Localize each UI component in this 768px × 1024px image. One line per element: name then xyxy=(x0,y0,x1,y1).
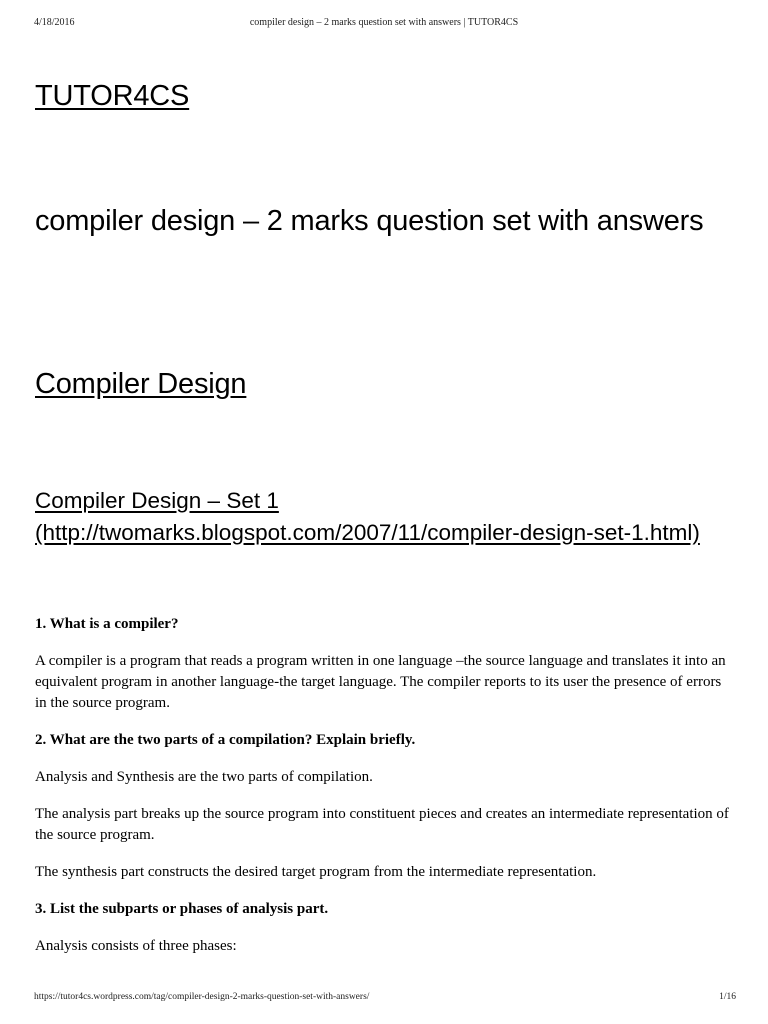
post-title: compiler design – 2 marks question set with answers xyxy=(35,205,704,237)
answer-2-paragraph-2: The analysis part breaks up the source program into constituent pieces and creates an intermediate representation of the source program. xyxy=(35,806,729,843)
print-header xyxy=(0,17,768,31)
question-2: 2. What are the two parts of a compilation? Explain briefly. xyxy=(35,732,416,748)
print-page-title: compiler design – 2 marks question set with answers | TUTOR4CS xyxy=(249,17,519,28)
question-1: 1. What is a compiler? xyxy=(35,616,179,632)
page-number: 1/16 xyxy=(719,992,736,1002)
site-title-link[interactable]: TUTOR4CS xyxy=(35,80,190,112)
answer-2-paragraph-3: The synthesis part constructs the desired target program from the intermediate representation. xyxy=(35,864,597,880)
set-1-link[interactable]: Compiler Design – Set 1 (http://twomarks.blogspot.com/2007/11/compiler-design-set-1.html) xyxy=(35,488,700,545)
answer-2-paragraph-1: Analysis and Synthesis are the two parts of compilation. xyxy=(35,769,373,785)
post-content xyxy=(35,614,735,973)
question-3: 3. List the subparts or phases of analysis part. xyxy=(35,901,329,917)
print-url: https://tutor4cs.wordpress.com/tag/compiler-design-2-marks-question-set-with-answers/ xyxy=(34,992,370,1002)
answer-3-paragraph-1: Analysis consists of three phases: xyxy=(35,938,237,954)
category-link[interactable]: Compiler Design xyxy=(35,368,247,400)
print-footer xyxy=(0,992,768,1006)
answer-1: A compiler is a program that reads a program written in one language –the source language and translates it into an equivalent program in another language-the target language. The compiler reports to its user the presence of errors in the source program. xyxy=(35,653,726,711)
print-date: 4/18/2016 xyxy=(34,17,75,28)
